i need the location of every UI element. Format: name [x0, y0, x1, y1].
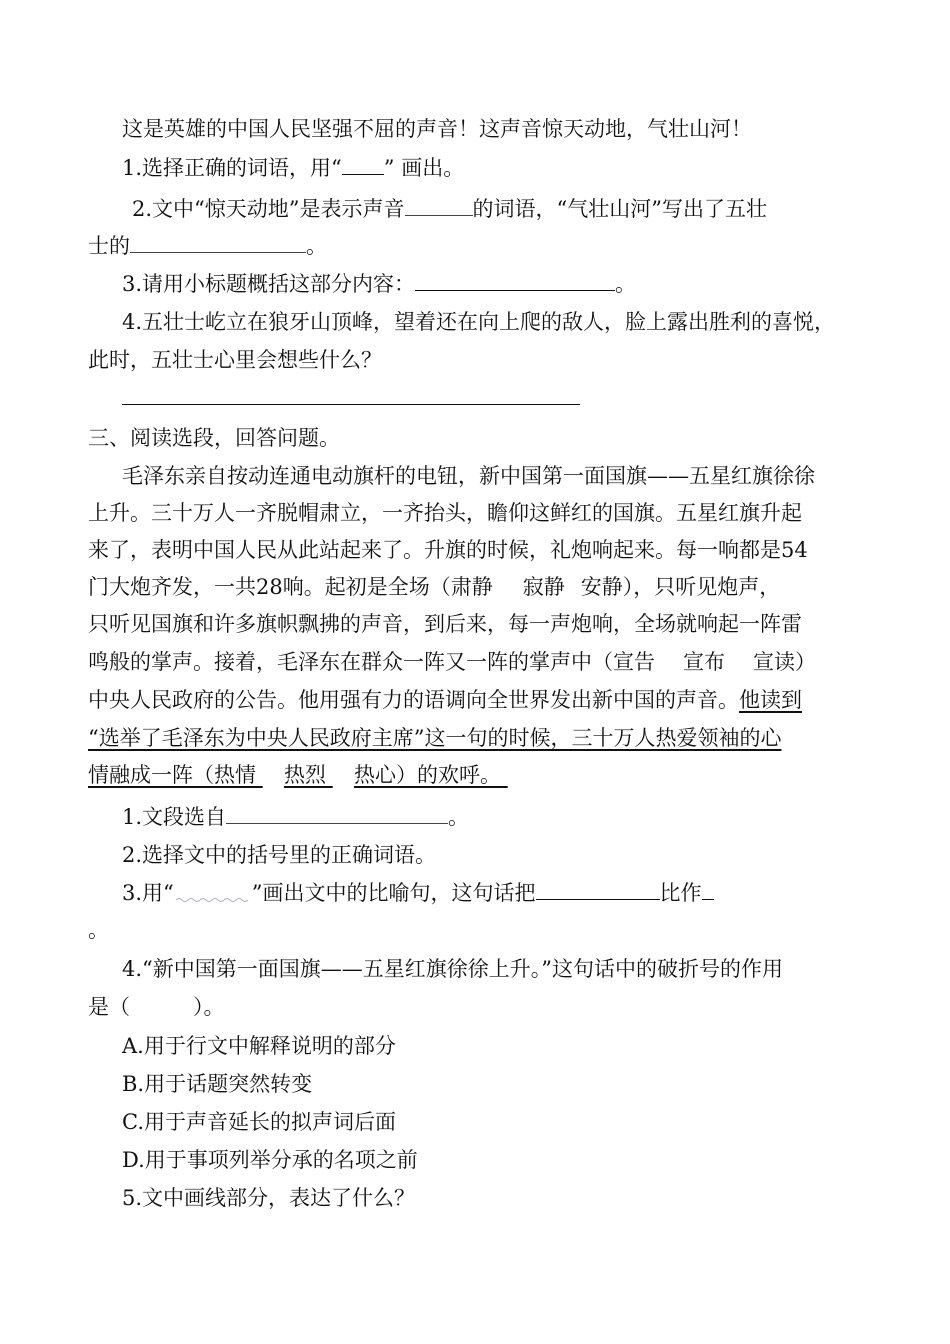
- question-2-3-text-a: 3.请用小标题概括这部分内容：: [122, 272, 416, 296]
- question-2-2-cont: [88, 232, 327, 260]
- passage-closing-line: 这是英雄的中国人民坚强不屈的声音！这声音惊天动地，气壮山河！: [122, 117, 752, 141]
- answer-line[interactable]: [122, 404, 580, 405]
- question-3-1: [122, 803, 469, 831]
- passage-text: 鸣般的掌声。接着，毛泽东在群众一阵又一阵的掌声中（宣告: [88, 650, 655, 674]
- question-2-2-text-d: 。: [306, 234, 327, 258]
- question-2-4-line2: 此时，五壮士心里会想些什么？: [88, 348, 382, 372]
- question-2-3: [122, 270, 636, 298]
- passage-line: [88, 761, 507, 789]
- passage-line: 上升。三十万人一齐脱帽肃立，一齐抬头，瞻仰这鲜红的国旗。五星红旗升起: [88, 501, 802, 525]
- passage-line: [88, 573, 780, 601]
- question-3-3-text-a: 3.用“: [122, 881, 174, 905]
- answer-blank[interactable]: [702, 879, 714, 900]
- question-3-3-text-b: ”画出文中的比喻句，这句话把: [251, 881, 536, 905]
- word-choice: 热烈: [284, 763, 326, 787]
- underlined-sentence: 热心）的欢呼。: [354, 763, 501, 787]
- question-2-3-text-b: 。: [615, 272, 637, 296]
- question-2-1-text-a: 1.选择正确的词语，用“: [122, 156, 342, 180]
- question-3-3-end: 。: [88, 918, 109, 942]
- answer-blank[interactable]: [226, 803, 448, 824]
- passage-line: 只听见国旗和许多旗帜飘拂的声音，到后来，每一声炮响，全场就响起一阵雷: [88, 612, 802, 636]
- question-2-1-text-b: ” 画出。: [383, 156, 465, 180]
- answer-blank[interactable]: [536, 879, 660, 900]
- passage-text: 门大炮齐发，一共28响。起初是全场（肃静: [88, 575, 493, 599]
- question-2-2: [132, 195, 767, 223]
- word-choice: 宣布: [683, 650, 725, 674]
- passage-line: 来了，表明中国人民从此站起来了。升旗的时候，礼炮响起来。每一响都是54: [88, 538, 808, 562]
- passage-text: 中央人民政府的公告。他用强有力的语调向全世界发出新中国的声音。: [88, 688, 739, 712]
- section-3-heading: 三、阅读选段，回答问题。: [88, 426, 340, 450]
- question-2-2-text-b: 的词语，“气壮山河”写出了五壮: [472, 197, 767, 221]
- answer-blank[interactable]: [415, 270, 615, 291]
- word-choice: 寂静: [522, 575, 565, 599]
- answer-blank[interactable]: [130, 232, 306, 253]
- option-d[interactable]: D.用于事项列举分承的名项之前: [122, 1148, 418, 1172]
- passage-text: 安静），只听见炮声，: [580, 575, 781, 599]
- question-3-3-text-c: 比作: [659, 881, 702, 905]
- question-3-1-text-b: 。: [448, 805, 470, 829]
- passage-line: [88, 686, 802, 714]
- answer-blank[interactable]: [342, 154, 384, 175]
- underlined-sentence: 情融成一阵（热情: [88, 763, 256, 787]
- question-3-2: 2.选择文中的括号里的正确词语。: [122, 843, 437, 867]
- option-b[interactable]: B.用于话题突然转变: [122, 1072, 313, 1096]
- option-c[interactable]: C.用于声音延长的拟声词后面: [122, 1110, 396, 1134]
- question-3-1-text-a: 1.文段选自: [122, 805, 227, 829]
- question-2-1: [122, 154, 464, 182]
- answer-blank[interactable]: [405, 195, 473, 216]
- question-3-4-line2: 是（ ）。: [88, 995, 225, 1019]
- passage-line: [88, 648, 816, 676]
- question-3-5: 5.文中画线部分，表达了什么？: [122, 1186, 416, 1210]
- question-3-3: [122, 879, 714, 907]
- question-2-2-text-a: 2.文中“惊天动地”是表示声音: [132, 197, 405, 221]
- question-3-4-line1: 4.“新中国第一面国旗——五星红旗徐徐上升。”这句话中的破折号的作用: [122, 957, 784, 981]
- option-a[interactable]: A.用于行文中解释说明的部分: [122, 1034, 396, 1058]
- question-2-4-line1: 4.五壮士屹立在狼牙山顶峰，望着还在向上爬的敌人，脸上露出胜利的喜悦，: [122, 310, 836, 334]
- underlined-sentence: “选举了毛泽东为中央人民政府主席”这一句的时候，三十万人热爱领袖的心: [88, 726, 782, 750]
- underlined-sentence: 他读到: [739, 688, 802, 712]
- passage-text: 宣读）: [753, 650, 816, 674]
- passage-line: 毛泽东亲自按动连通电动旗杆的电钮，新中国第一面国旗——五星红旗徐徐: [122, 464, 815, 488]
- wavy-underline-mark: [174, 880, 252, 900]
- question-2-2-text-c: 士的: [88, 234, 130, 258]
